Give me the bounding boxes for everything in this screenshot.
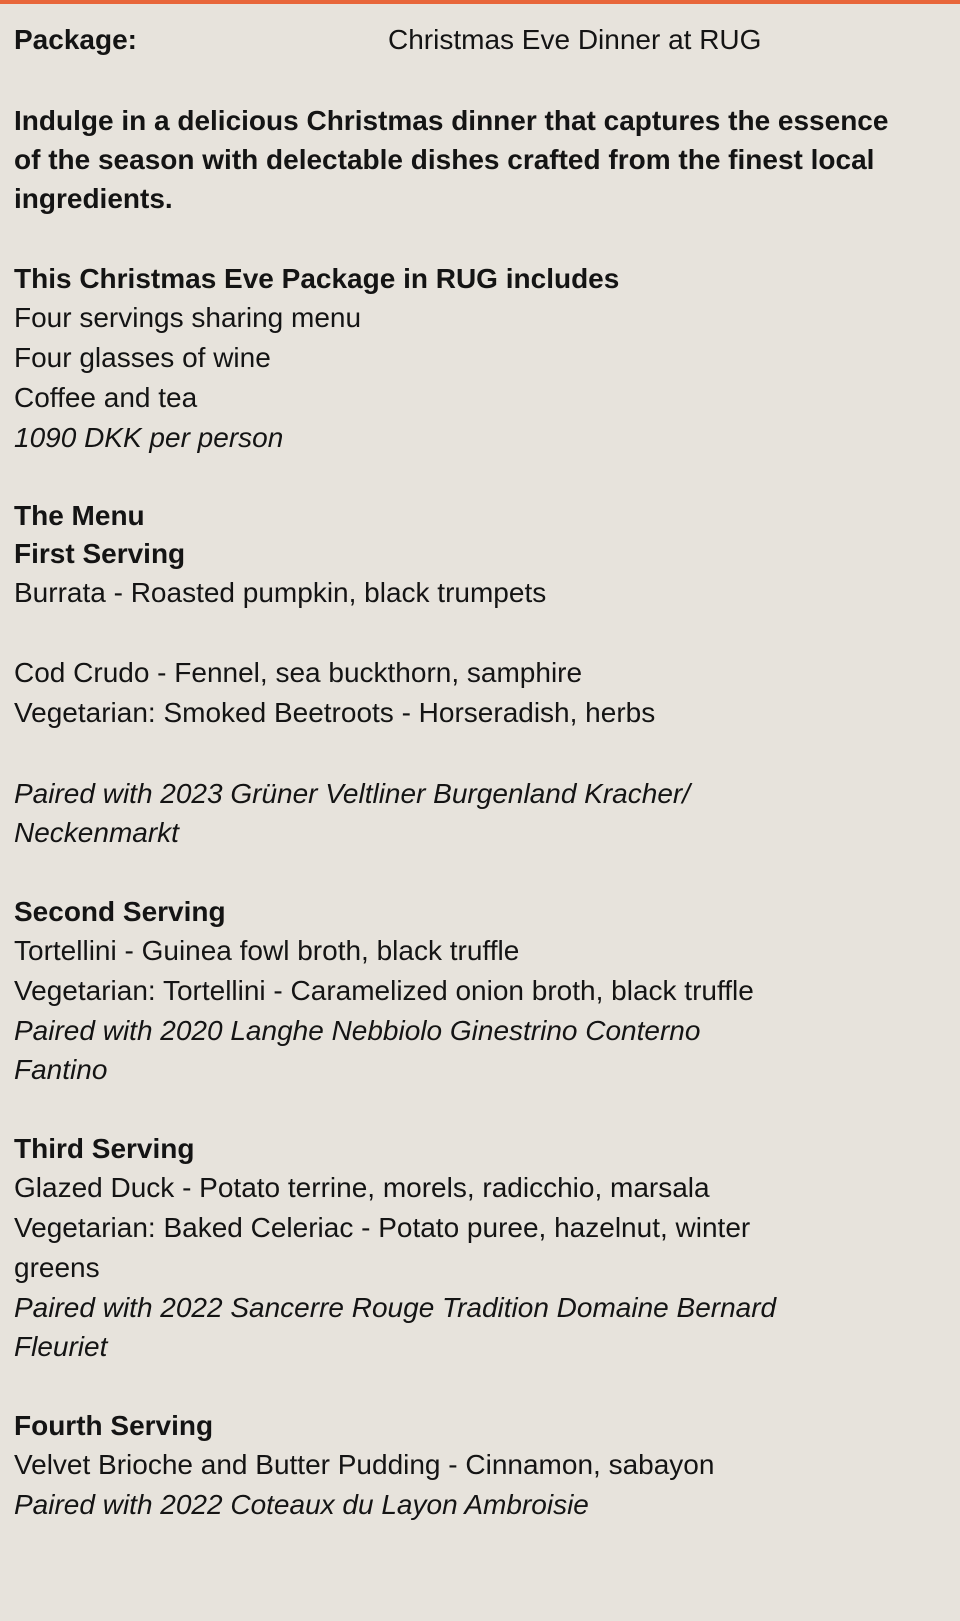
third-serving-heading: Third Serving: [14, 1133, 195, 1164]
package-label: Package:: [14, 24, 137, 55]
fourth-serving-pairing: Paired with 2022 Coteaux du Layon Ambroisie: [14, 1489, 589, 1520]
second-serving-vegetarian: Vegetarian: Tortellini - Caramelized onion broth, black truffle: [14, 975, 754, 1006]
first-serving-heading: First Serving: [14, 538, 186, 569]
third-serving-vegetarian: greens: [14, 1252, 100, 1283]
fourth-serving-heading: Fourth Serving: [14, 1410, 214, 1441]
intro-text: Indulge in a delicious Christmas dinner that captures the essence of the season with delectable dishes crafted from the finest local ingredients.: [14, 105, 889, 214]
second-serving-heading: Second Serving: [14, 896, 226, 927]
includes-item: Four glasses of wine: [14, 342, 271, 373]
price-text: 1090 DKK per person: [14, 422, 284, 453]
second-serving-pairing: Paired with 2020 Langhe Nebbiolo Ginestrino Conterno: [14, 1015, 701, 1046]
package-row: [14, 20, 944, 60]
includes-item: Coffee and tea: [14, 382, 198, 413]
top-accent-bar: [0, 0, 960, 4]
third-serving-pairing: Fleuriet: [14, 1331, 108, 1362]
spacer: [14, 612, 944, 653]
spacer: [14, 1366, 944, 1407]
third-serving-dish: Glazed Duck - Potato terrine, morels, radicchio, marsala: [14, 1172, 710, 1203]
first-serving-pairing: Neckenmarkt: [14, 817, 179, 848]
package-name: Christmas Eve Dinner at RUG: [388, 24, 762, 55]
package-document: [14, 20, 944, 1525]
first-serving-vegetarian: Vegetarian: Smoked Beetroots - Horseradish, herbs: [14, 697, 656, 728]
third-serving-pairing: Paired with 2022 Sancerre Rouge Tradition Domaine Bernard: [14, 1292, 777, 1323]
second-serving-pairing: Fantino: [14, 1054, 108, 1085]
spacer: [14, 1089, 944, 1130]
fourth-serving-dish: Velvet Brioche and Butter Pudding - Cinnamon, sabayon: [14, 1449, 715, 1480]
first-serving-dish: Burrata - Roasted pumpkin, black trumpets: [14, 577, 547, 608]
spacer: [14, 733, 944, 774]
spacer: [14, 218, 944, 259]
spacer: [14, 458, 944, 497]
includes-item: Four servings sharing menu: [14, 302, 362, 333]
first-serving-pairing: Paired with 2023 Grüner Veltliner Burgenland Kracher/: [14, 778, 691, 809]
includes-heading: This Christmas Eve Package in RUG includes: [14, 263, 620, 294]
first-serving-dish: Cod Crudo - Fennel, sea buckthorn, samphire: [14, 657, 583, 688]
second-serving-dish: Tortellini - Guinea fowl broth, black truffle: [14, 935, 520, 966]
third-serving-vegetarian: Vegetarian: Baked Celeriac - Potato puree, hazelnut, winter: [14, 1212, 751, 1243]
menu-heading: The Menu: [14, 500, 145, 531]
spacer: [14, 852, 944, 893]
